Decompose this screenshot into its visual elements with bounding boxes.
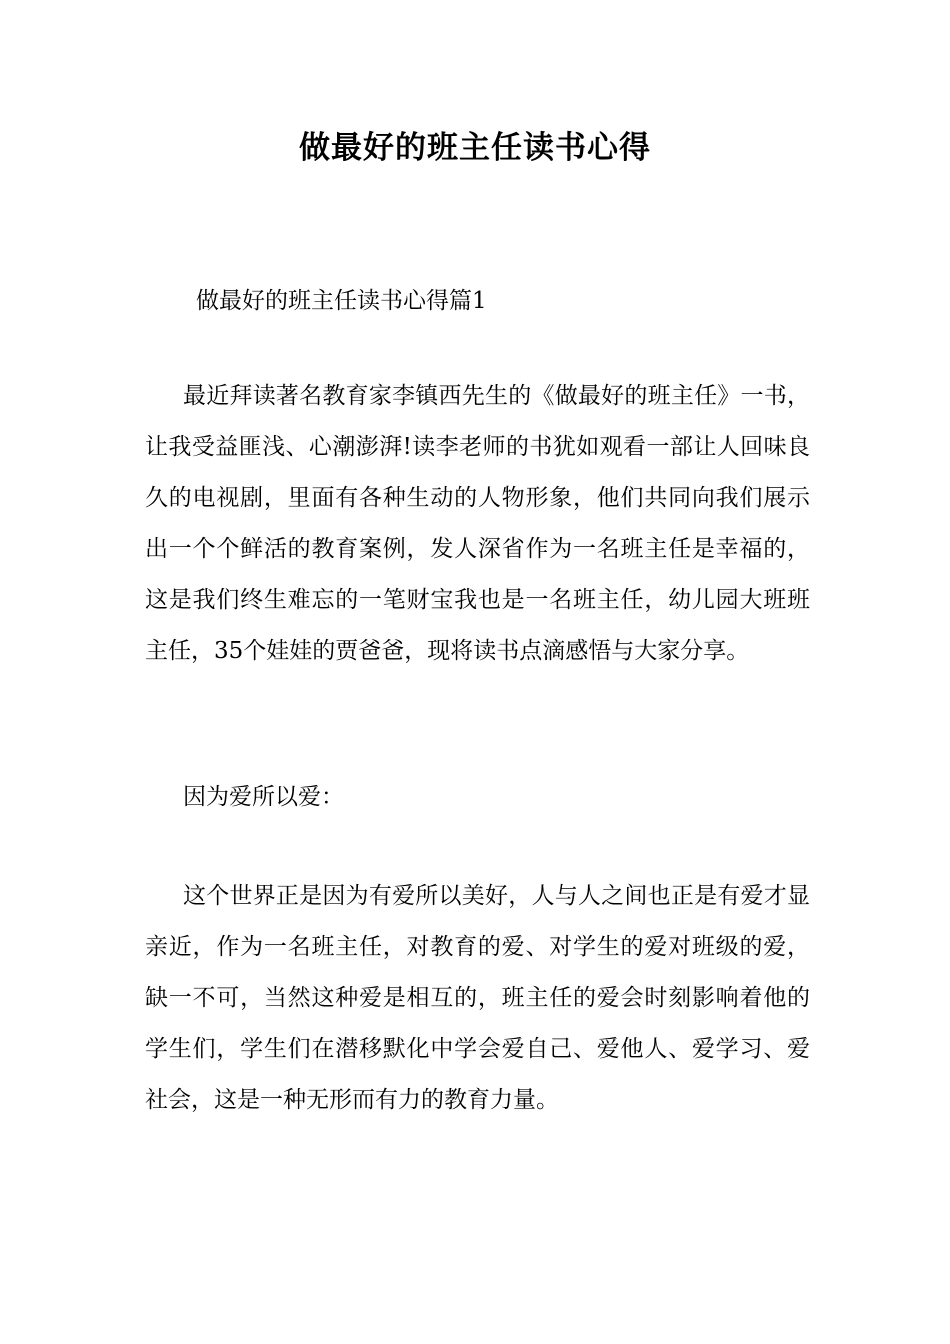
document-title: 做最好的班主任读书心得 bbox=[299, 130, 651, 166]
section-heading: 做最好的班主任读书心得篇1 bbox=[196, 288, 487, 314]
paragraph-love-body: 这个世界正是因为有爱所以美好，人与人之间也正是有爱才显亲近，作为一名班主任，对教育的爱、对学生的爱对班级的爱，缺一不可，当然这种爱是相互的，班主任的爱会时刻影响着他的学生们，学生们在潜移默化中学会爱自己、爱他人、爱学习、爱社会，这是一种无形而有力的教育力量。 bbox=[145, 883, 810, 1113]
paragraph-love-heading: 因为爱所以爱： bbox=[183, 784, 344, 810]
paragraph-intro: 最近拜读著名教育家李镇西先生的《做最好的班主任》一书，让我受益匪浅、心潮澎湃!读李老师的书犹如观看一部让人回味良久的电视剧，里面有各种生动的人物形象，他们共同向我们展示出一个个鲜活的教育案例，发人深省作为一名班主任是幸福的，这是我们终生难忘的一笔财宝我也是一名班主任，幼儿园大班班主任，35个娃娃的贾爸爸，现将读书点滴感悟与大家分享。 bbox=[145, 383, 810, 664]
